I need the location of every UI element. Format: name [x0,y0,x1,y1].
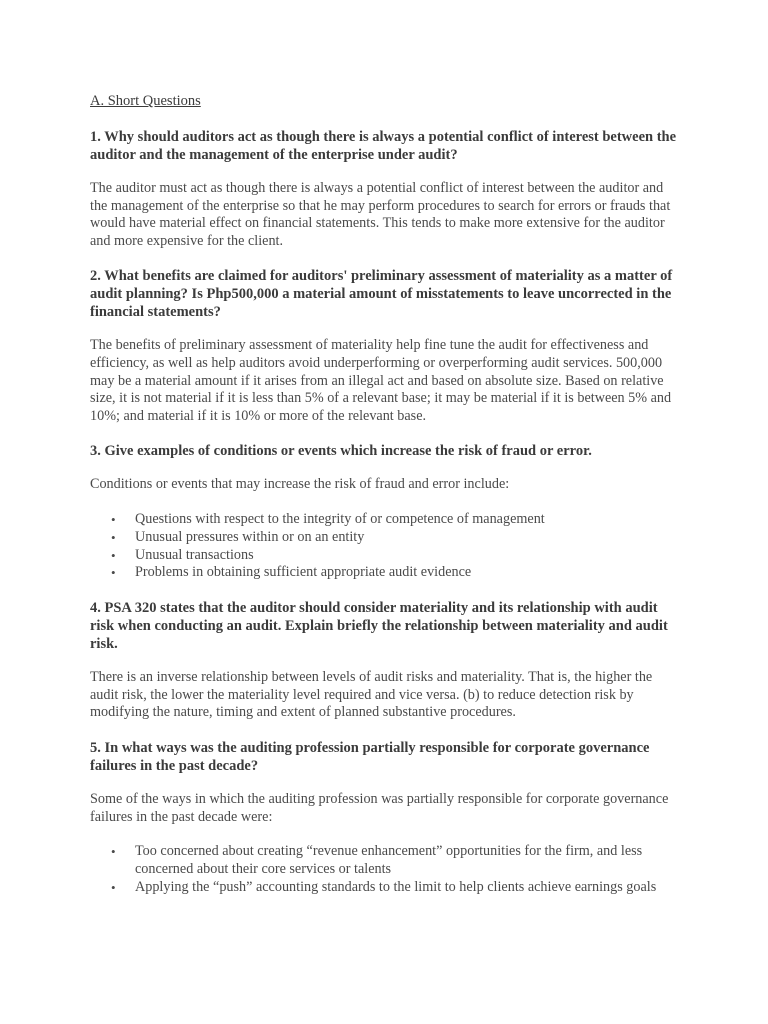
list-item [111,843,680,879]
list-item [111,878,680,897]
bullet-icon: • [111,547,116,563]
answer-2: The benefits of preliminary assessment of materiality help fine tune the audit for effectiveness and efficiency, as well as help auditors avoid underperforming or overperforming audit services. 500,000 may be a material amount if it arises from an illegal act and based on absolute size. Based on relative size, it is not material if it is less than 5% of a relevant base; it may be material if it is between 5% and 10%; and material if it is 10% or more of the relevant base. [90,337,672,424]
list-item-text: Questions with respect to the integrity of or competence of management [135,510,545,527]
bullet-list-3 [90,511,680,582]
list-item [111,510,680,529]
answer-1: The auditor must act as though there is always a potential conflict of interest between the auditor and the management of the enterprise so that he may perform procedures to search for errors or frauds that would have material effect on financial statements. This tends to make more extensive for the auditor and more expensive for the client. [90,180,671,249]
bullet-icon: • [111,565,116,581]
bullet-icon: • [111,879,116,895]
list-item [111,546,680,565]
answer-5: Some of the ways in which the auditing profession was partially responsible for corporate governance failures in the past decade were: [90,790,669,825]
question-1: 1. Why should auditors act as though there is always a potential conflict of interest between the auditor and the management of the enterprise under audit? [90,129,677,163]
list-item-text: Applying the “push” accounting standards to the limit to help clients achieve earnings goals [135,878,657,895]
question-5: 5. In what ways was the auditing profession partially responsible for corporate governance failures in the past decade? [90,739,650,774]
bullet-icon: • [111,529,116,545]
document-page [90,92,680,913]
list-item-text: Problems in obtaining sufficient appropriate audit evidence [135,564,472,581]
section-title: A. Short Questions [90,93,201,109]
question-3: 3. Give examples of conditions or events which increase the risk of fraud or error. [90,443,592,460]
list-item-text: Unusual pressures within or on an entity [135,528,365,545]
answer-4: There is an inverse relationship between levels of audit risks and materiality. That is, the higher the audit risk, the lower the materiality level required and vice versa. (b) to reduce detection risk by modifying the nature, timing and extent of planned substantive procedures. [90,669,653,721]
question-4: 4. PSA 320 states that the auditor should consider materiality and its relationship with audit risk when conducting an audit. Explain briefly the relationship between materiality and audit risk. [90,600,668,653]
question-2: 2. What benefits are claimed for auditors' preliminary assessment of materiality as a matter of audit planning? Is Php500,000 a material amount of misstatements to leave uncorrected in the financial statements? [90,268,673,321]
list-item-text: Unusual transactions [135,546,254,563]
bullet-list-5 [90,843,680,896]
answer-3: Conditions or events that may increase the risk of fraud and error include: [90,476,510,493]
bullet-icon: • [111,511,116,527]
list-item-text: Too concerned about creating “revenue enhancement” opportunities for the firm, and less concerned about their core services or talents [135,843,643,877]
list-item [111,564,680,582]
list-item [111,528,680,547]
bullet-icon: • [111,844,116,860]
